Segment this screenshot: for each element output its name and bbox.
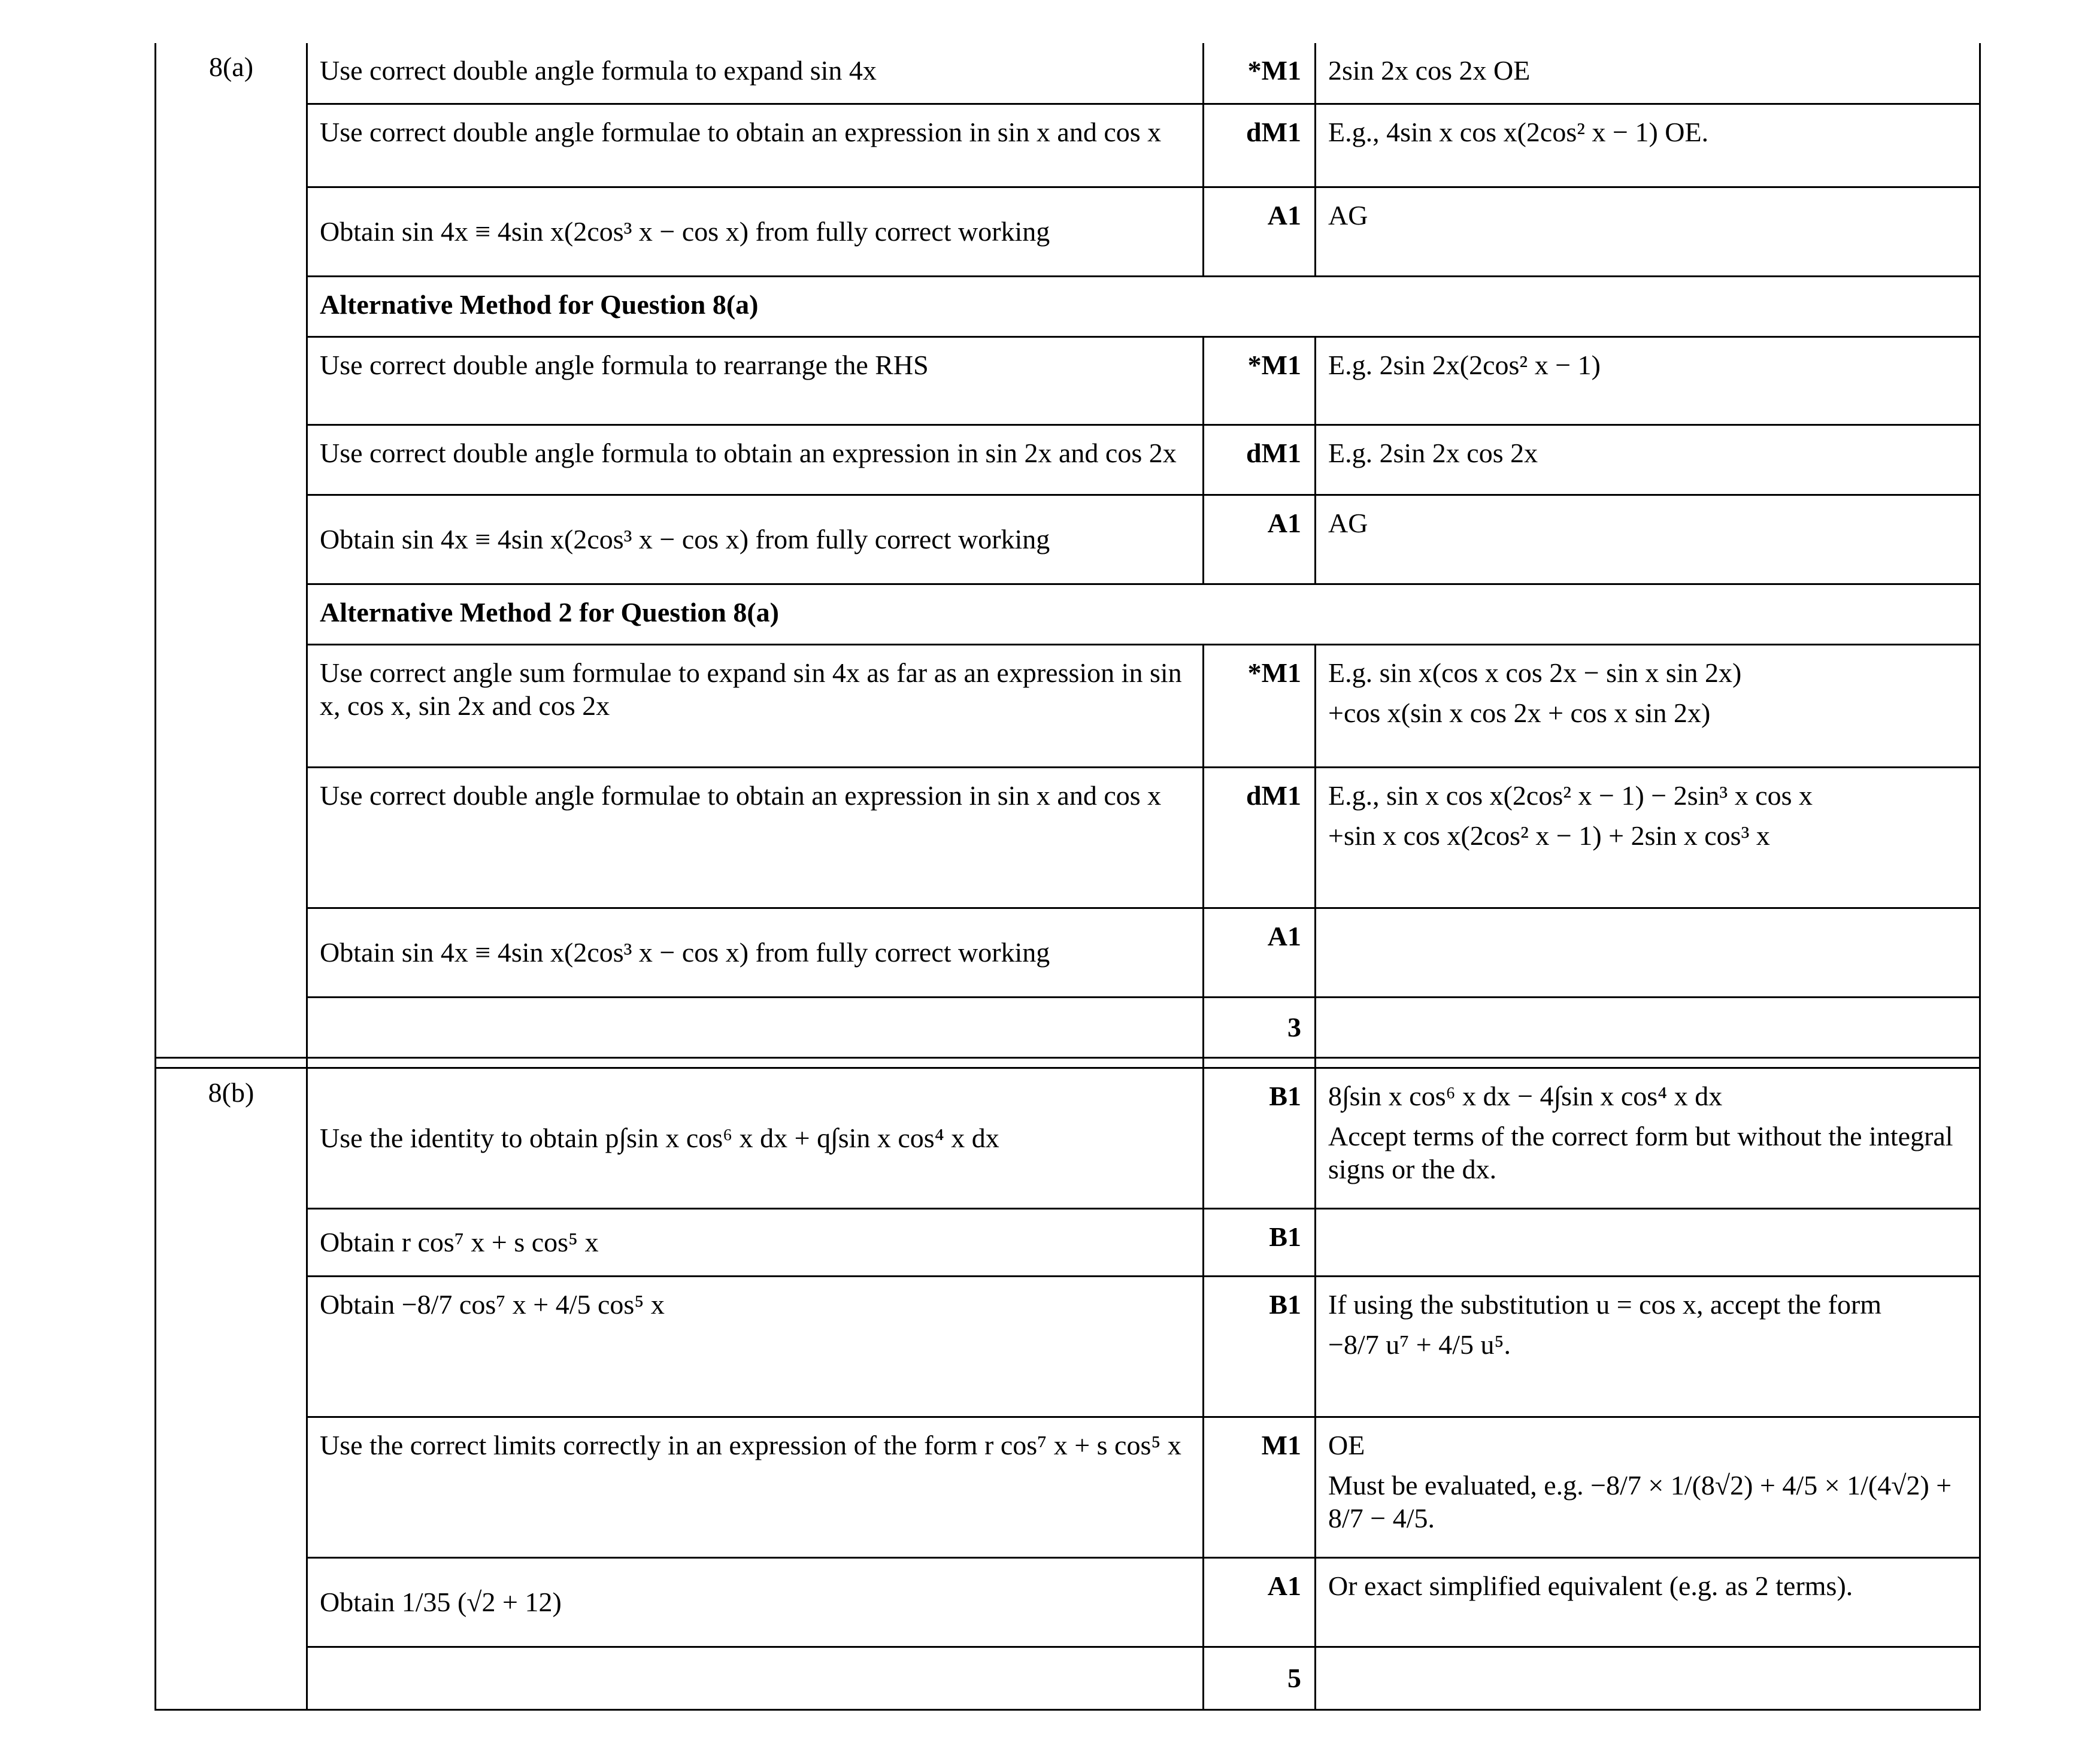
answer-cell: Obtain sin 4x ≡ 4sin x(2cos³ x − cos x) from fully correct working [307, 495, 1204, 584]
guidance-line: +sin x cos x(2cos² x − 1) + 2sin x cos³ x [1328, 820, 1770, 851]
mark-cell: dM1 [1204, 425, 1316, 495]
mark-cell: B1 [1204, 1209, 1316, 1277]
guidance-line: −8/7 u⁷ + 4/5 u⁵. [1328, 1329, 1511, 1360]
guidance-line: OE [1328, 1430, 1365, 1460]
table-row [156, 104, 1980, 187]
guidance-line: +cos x(sin x cos 2x + cos x sin 2x) [1328, 698, 1711, 729]
guidance-line: E.g., sin x cos x(2cos² x − 1) − 2sin³ x cos x [1328, 780, 1813, 811]
guidance-cell [1316, 1209, 1980, 1277]
table-row [156, 337, 1980, 425]
answer-cell: Use correct double angle formulae to obtain an expression in sin x and cos x [307, 104, 1204, 187]
answer-cell: Use correct double angle formula to obtain an expression in sin 2x and cos 2x [307, 425, 1204, 495]
answer-cell: Use correct double angle formula to rearrange the RHS [307, 337, 1204, 425]
alternative-method-heading: Alternative Method 2 for Question 8(a) [307, 584, 1980, 645]
guidance-cell: AG [1316, 187, 1980, 277]
table-row [156, 908, 1980, 998]
table-row [156, 645, 1980, 768]
answer-cell: Obtain sin 4x ≡ 4sin x(2cos³ x − cos x) from fully correct working [307, 187, 1204, 277]
guidance-cell [1316, 1068, 1980, 1209]
mark-cell: *M1 [1204, 43, 1316, 104]
table-row [156, 43, 1980, 104]
mark-cell: A1 [1204, 187, 1316, 277]
table-row [156, 1209, 1980, 1277]
table-row [156, 187, 1980, 277]
guidance-cell: 2sin 2x cos 2x OE [1316, 43, 1980, 104]
mark-cell: dM1 [1204, 104, 1316, 187]
alternative-method-heading: Alternative Method for Question 8(a) [307, 277, 1980, 337]
guidance-cell [1316, 768, 1980, 908]
guidance-cell: AG [1316, 495, 1980, 584]
guidance-cell: E.g., 4sin x cos x(2cos² x − 1) OE. [1316, 104, 1980, 187]
guidance-cell [1316, 1277, 1980, 1417]
answer-cell: Obtain −8/7 cos⁷ x + 4/5 cos⁵ x [307, 1277, 1204, 1417]
table-row [156, 495, 1980, 584]
table-row [156, 277, 1980, 337]
answer-cell: Use correct double angle formulae to obtain an expression in sin x and cos x [307, 768, 1204, 908]
mark-cell: M1 [1204, 1417, 1316, 1558]
mark-cell: *M1 [1204, 337, 1316, 425]
table-row [156, 768, 1980, 908]
table-row [156, 1277, 1980, 1417]
table-row [156, 1068, 1980, 1209]
mark-cell: A1 [1204, 908, 1316, 998]
answer-cell: Use correct double angle formula to expand sin 4x [307, 43, 1204, 104]
question-label: 8(a) [156, 43, 307, 104]
answer-cell: Obtain sin 4x ≡ 4sin x(2cos³ x − cos x) from fully correct working [307, 908, 1204, 998]
total-marks: 3 [1204, 998, 1316, 1058]
mark-cell: B1 [1204, 1068, 1316, 1209]
mark-cell: *M1 [1204, 645, 1316, 768]
table-row [156, 425, 1980, 495]
total-marks: 5 [1204, 1647, 1316, 1710]
guidance-cell: E.g. 2sin 2x(2cos² x − 1) [1316, 337, 1980, 425]
mark-cell: dM1 [1204, 768, 1316, 908]
mark-scheme-table [154, 43, 1981, 1711]
guidance-cell: Or exact simplified equivalent (e.g. as 2 terms). [1316, 1558, 1980, 1647]
guidance-line: 8∫sin x cos⁶ x dx − 4∫sin x cos⁴ x dx [1328, 1081, 1723, 1111]
guidance-line: Accept terms of the correct form but without the integral signs or the dx. [1328, 1121, 1953, 1185]
guidance-line: Must be evaluated, e.g. −8/7 × 1/(8√2) + 4/5 × 1/(4√2) + 8/7 − 4/5. [1328, 1470, 1952, 1534]
answer-cell: Obtain r cos⁷ x + s cos⁵ x [307, 1209, 1204, 1277]
table-row [156, 584, 1980, 645]
table-row [156, 998, 1980, 1058]
table-row [156, 1558, 1980, 1647]
mark-cell: A1 [1204, 495, 1316, 584]
question-label: 8(b) [156, 1068, 307, 1209]
table-row [156, 1417, 1980, 1558]
answer-cell: Use the identity to obtain p∫sin x cos⁶ x dx + q∫sin x cos⁴ x dx [307, 1068, 1204, 1209]
guidance-cell [1316, 908, 1980, 998]
guidance-cell [1316, 1417, 1980, 1558]
section-separator [156, 1058, 1980, 1068]
guidance-cell [1316, 645, 1980, 768]
guidance-line: If using the substitution u = cos x, accept the form [1328, 1289, 1882, 1320]
answer-cell: Use correct angle sum formulae to expand sin 4x as far as an expression in sin x, cos x, sin 2x and cos 2x [307, 645, 1204, 768]
mark-cell: B1 [1204, 1277, 1316, 1417]
guidance-line: E.g. sin x(cos x cos 2x − sin x sin 2x) [1328, 657, 1742, 688]
table-row [156, 1647, 1980, 1710]
answer-cell: Use the correct limits correctly in an expression of the form r cos⁷ x + s cos⁵ x [307, 1417, 1204, 1558]
answer-cell: Obtain 1/35 (√2 + 12) [307, 1558, 1204, 1647]
mark-cell: A1 [1204, 1558, 1316, 1647]
guidance-cell: E.g. 2sin 2x cos 2x [1316, 425, 1980, 495]
